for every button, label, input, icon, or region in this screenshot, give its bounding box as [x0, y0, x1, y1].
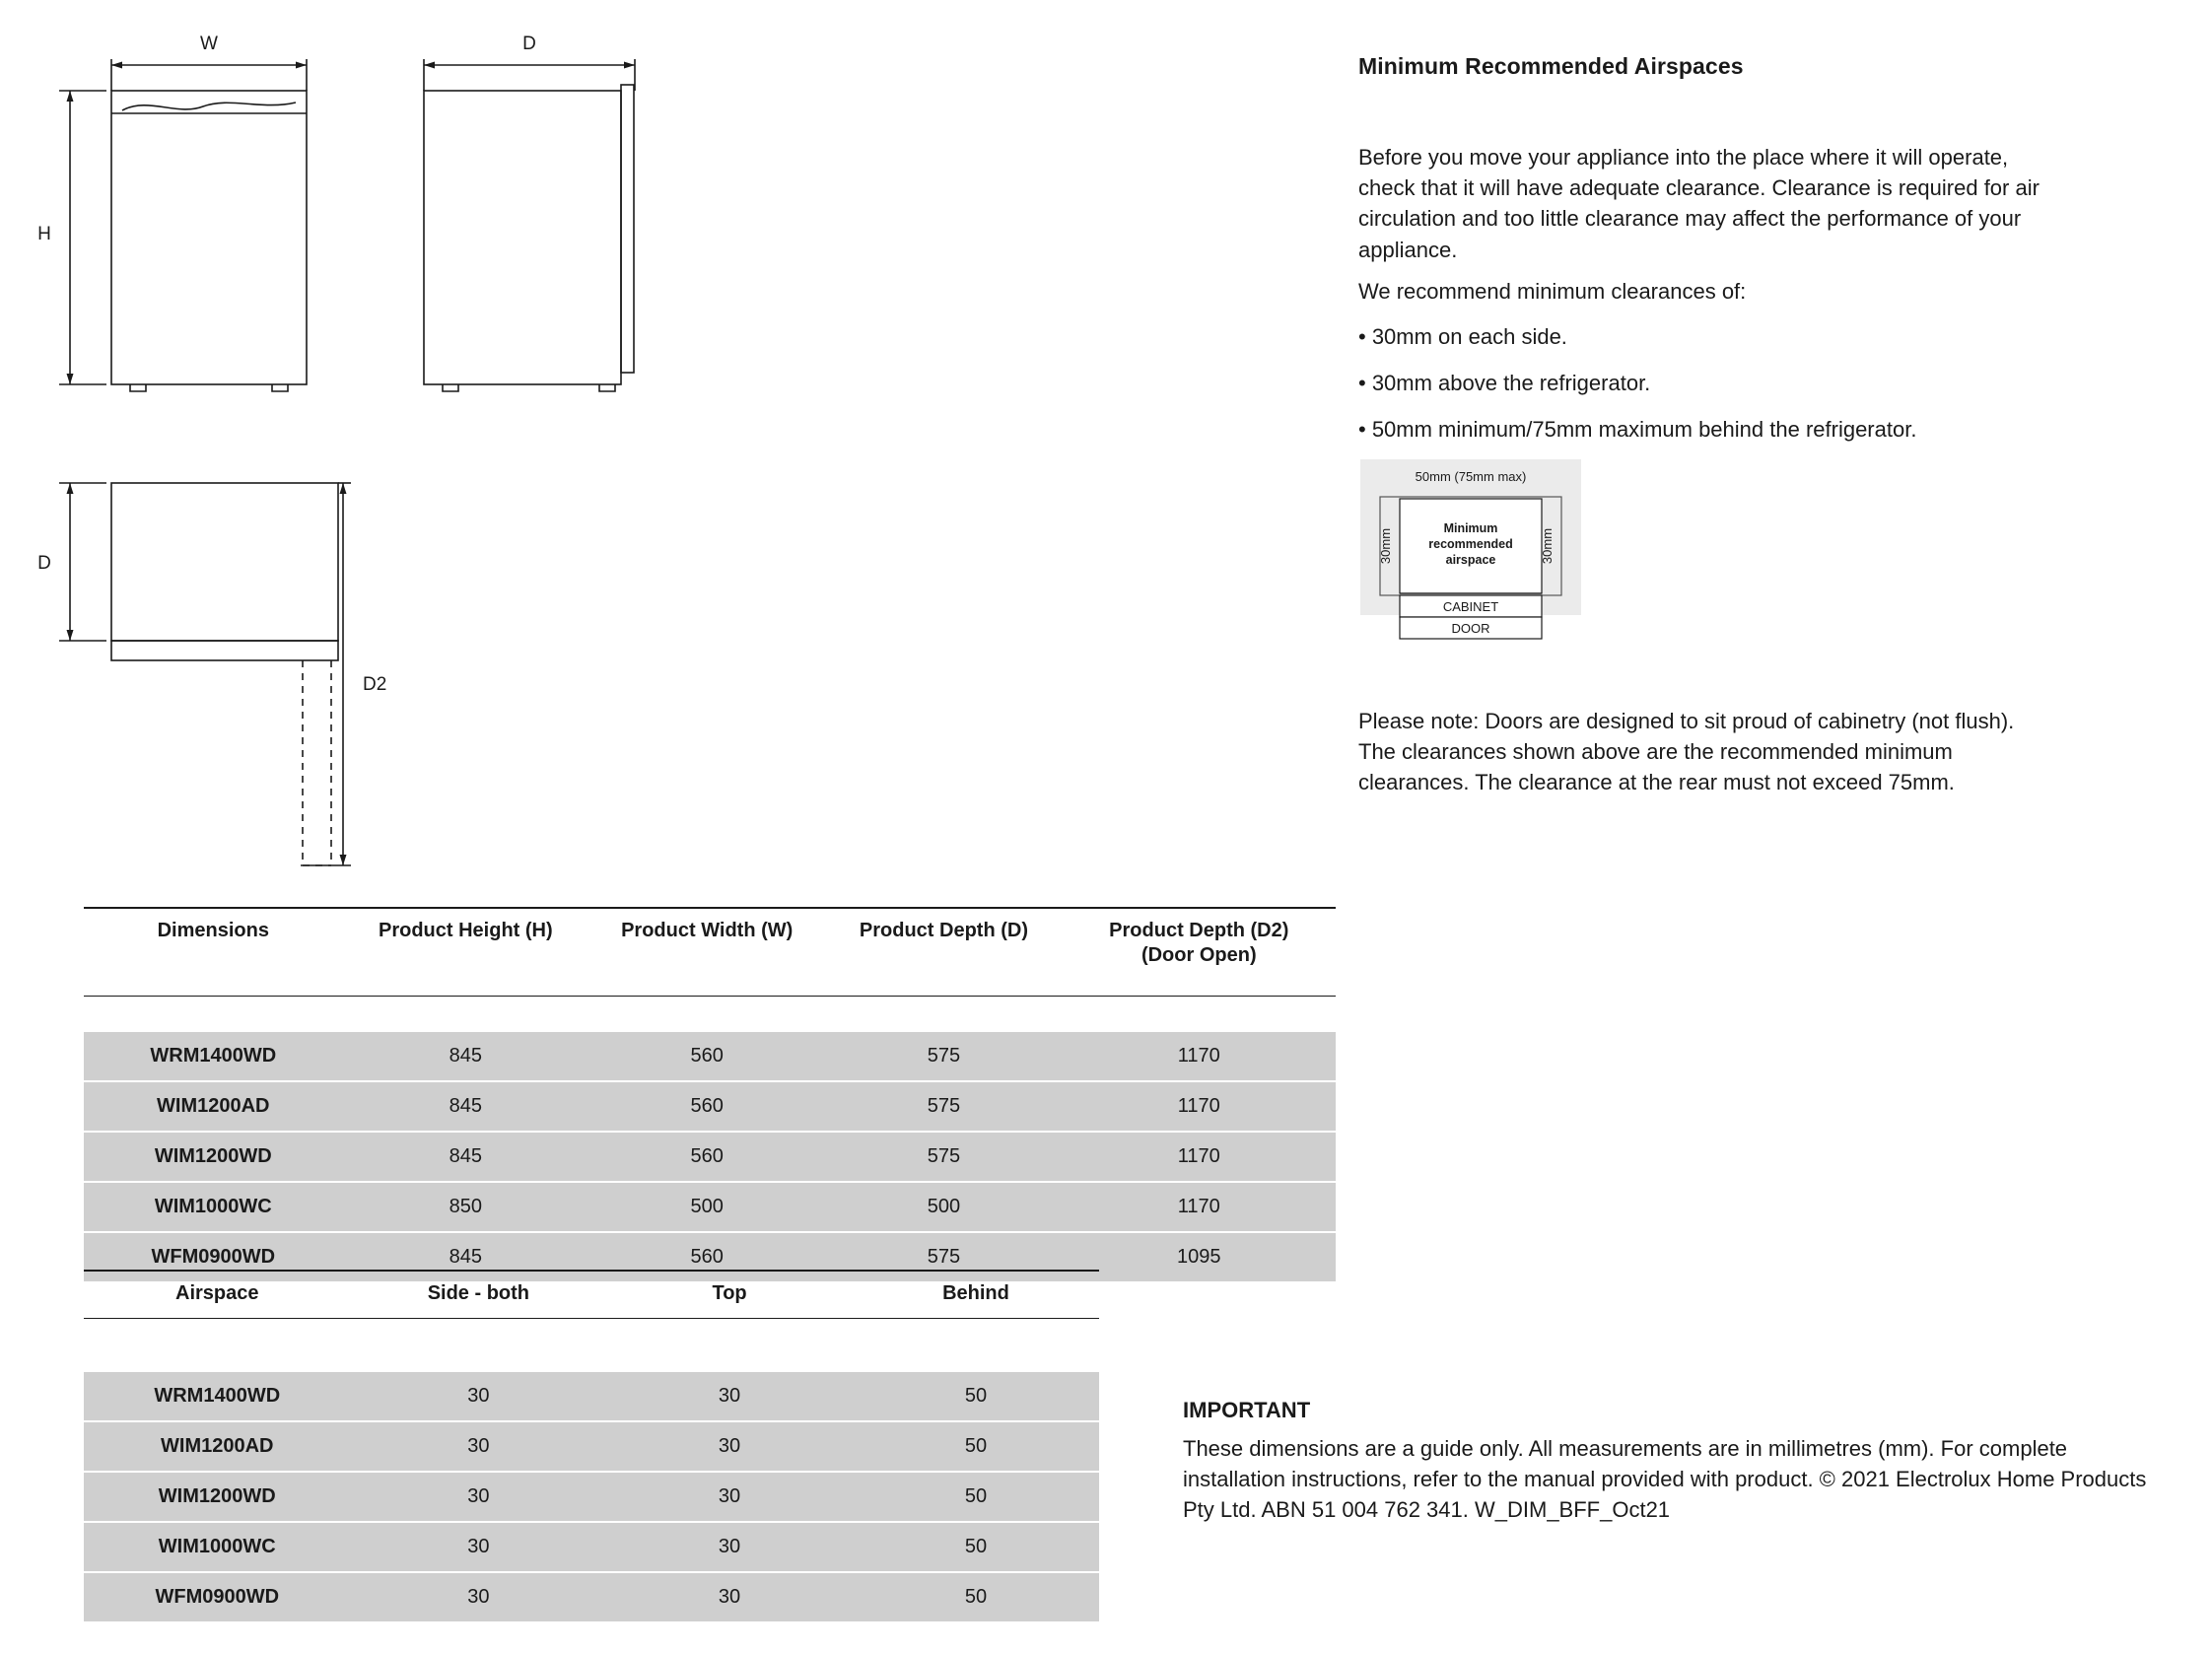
cell-height: 845: [343, 1081, 589, 1132]
col-dimensions: Dimensions: [157, 920, 269, 941]
airspaces-bullet-sides: • 30mm on each side.: [1358, 324, 1567, 349]
cell-side: 30: [351, 1522, 607, 1572]
cell-model: WIM1200WD: [84, 1132, 343, 1182]
cell-top: 30: [606, 1522, 853, 1572]
table-header-row: [84, 908, 1336, 997]
cell-top: 30: [606, 1472, 853, 1522]
table-row: [84, 1032, 1336, 1081]
cell-depth: 575: [825, 1132, 1062, 1182]
airspace-table: [84, 1270, 1099, 1623]
airspaces-recommend-line: We recommend minimum clearances of:: [1358, 279, 1747, 304]
dimensions-table-wrap: [84, 907, 1336, 1283]
col-product-depth-door-open: [1063, 908, 1336, 997]
table-row: [84, 1572, 1099, 1622]
cell-width: 560: [588, 1132, 825, 1182]
dimension-drawings-svg: [0, 0, 1321, 887]
front-height-dimension: [59, 91, 106, 384]
cell-top: 30: [606, 1572, 853, 1622]
cell-side: 30: [351, 1372, 607, 1421]
col-d2-line2: (Door Open): [1141, 944, 1257, 966]
front-width-dimension: [111, 59, 307, 91]
cell-behind: 50: [853, 1522, 1099, 1572]
col-top: Top: [712, 1282, 747, 1304]
cell-width: 560: [588, 1081, 825, 1132]
dimensions-table: [84, 907, 1336, 1283]
cell-depth-door-open: 1170: [1063, 1032, 1336, 1081]
clearance-center-line3: airspace: [1445, 553, 1496, 567]
clearance-right-label: 30mm: [1540, 527, 1555, 565]
clearance-center-line2: recommended: [1428, 537, 1513, 551]
label-top-depth: D: [37, 553, 51, 574]
cell-depth: 575: [825, 1232, 1062, 1282]
cell-depth-door-open: 1170: [1063, 1182, 1336, 1232]
airspaces-bullet-top: • 30mm above the refrigerator.: [1358, 371, 1651, 395]
table-row: [84, 1522, 1099, 1572]
cell-side: 30: [351, 1421, 607, 1472]
cell-behind: 50: [853, 1421, 1099, 1472]
col-product-width: Product Width (W): [621, 920, 794, 941]
cell-depth: 575: [825, 1032, 1062, 1081]
cell-model: WFM0900WD: [84, 1572, 351, 1622]
table-spacer-row: [84, 997, 1336, 1033]
cell-side: 30: [351, 1572, 607, 1622]
top-depth-dimension: [59, 483, 106, 641]
cell-behind: 50: [853, 1372, 1099, 1421]
cell-side: 30: [351, 1472, 607, 1522]
cell-model: WIM1200AD: [84, 1421, 351, 1472]
label-front-height: H: [37, 224, 51, 244]
clearance-diagram: [1358, 457, 1583, 650]
cell-model: WFM0900WD: [84, 1232, 343, 1282]
clearance-diagram-svg: [1358, 457, 1583, 650]
col-d2-line1: Product Depth (D2): [1109, 920, 1289, 941]
cell-depth-door-open: 1170: [1063, 1081, 1336, 1132]
airspaces-title: Minimum Recommended Airspaces: [1358, 53, 1744, 79]
important-title: IMPORTANT: [1183, 1398, 1311, 1422]
important-block: [1183, 1398, 2169, 1526]
airspaces-note: Please note: Doors are designed to sit proud of cabinetry (not flush). The clearances shown above are the recommended minimum clearances. The clearance at the rear must not exceed 75mm.: [1358, 709, 2015, 795]
cell-model: WIM1000WC: [84, 1182, 343, 1232]
clearance-left-label: 30mm: [1378, 527, 1393, 565]
cell-height: 845: [343, 1232, 589, 1282]
table-row: [84, 1132, 1336, 1182]
cell-model: WRM1400WD: [84, 1032, 343, 1081]
cell-top: 30: [606, 1372, 853, 1421]
cell-width: 500: [588, 1182, 825, 1232]
airspace-table-wrap: [84, 1270, 1099, 1623]
clearance-rear-label: 50mm (75mm max): [1415, 469, 1527, 484]
table-row: [84, 1182, 1336, 1232]
col-airspace: Airspace: [175, 1282, 259, 1304]
col-product-height: Product Height (H): [378, 920, 553, 941]
cell-model: WRM1400WD: [84, 1372, 351, 1421]
col-side-both: Side - both: [427, 1282, 530, 1304]
cell-depth: 500: [825, 1182, 1062, 1232]
table-row: [84, 1472, 1099, 1522]
cell-depth: 575: [825, 1081, 1062, 1132]
product-drawings: [0, 0, 1321, 887]
cell-height: 845: [343, 1132, 589, 1182]
clearance-cabinet-label: CABINET: [1442, 599, 1499, 614]
cell-model: WIM1000WC: [84, 1522, 351, 1572]
table-row: [84, 1372, 1099, 1421]
table-header-row: [84, 1271, 1099, 1319]
cell-width: 560: [588, 1032, 825, 1081]
cell-height: 845: [343, 1032, 589, 1081]
cell-model: WIM1200AD: [84, 1081, 343, 1132]
label-front-width: W: [200, 34, 218, 54]
cell-height: 850: [343, 1182, 589, 1232]
airspaces-bullet-behind: • 50mm minimum/75mm maximum behind the refrigerator.: [1358, 417, 1917, 442]
cell-width: 560: [588, 1232, 825, 1282]
airspaces-intro: Before you move your appliance into the place where it will operate, check that it will have adequate clearance. Clearance is required for air circulation and too little clearance may affect the performance of your appliance.: [1358, 145, 2039, 262]
cell-depth-door-open: 1170: [1063, 1132, 1336, 1182]
table-spacer-row: [84, 1319, 1099, 1373]
table-row: [84, 1421, 1099, 1472]
cell-model: WIM1200WD: [84, 1472, 351, 1522]
clearance-door-label: DOOR: [1451, 621, 1490, 636]
label-side-depth: D: [522, 34, 536, 54]
col-behind: Behind: [942, 1282, 1009, 1304]
cell-behind: 50: [853, 1572, 1099, 1622]
side-depth-dimension: [424, 59, 635, 91]
cell-depth-door-open: 1095: [1063, 1232, 1336, 1282]
door-open-depth-dimension: [301, 483, 351, 865]
cell-top: 30: [606, 1421, 853, 1472]
cell-behind: 50: [853, 1472, 1099, 1522]
label-door-open-depth: D2: [363, 674, 387, 695]
clearance-center-line1: Minimum: [1443, 521, 1498, 535]
important-body: These dimensions are a guide only. All measurements are in millimetres (mm). For complete installation instructions, refer to the manual provided with product. © 2021 Electrolux Home Products Pty Ltd. ABN 51 004 762 341. W_DIM_BFF_Oct21: [1183, 1436, 2147, 1523]
table-row: [84, 1081, 1336, 1132]
col-product-depth: Product Depth (D): [859, 920, 1028, 941]
